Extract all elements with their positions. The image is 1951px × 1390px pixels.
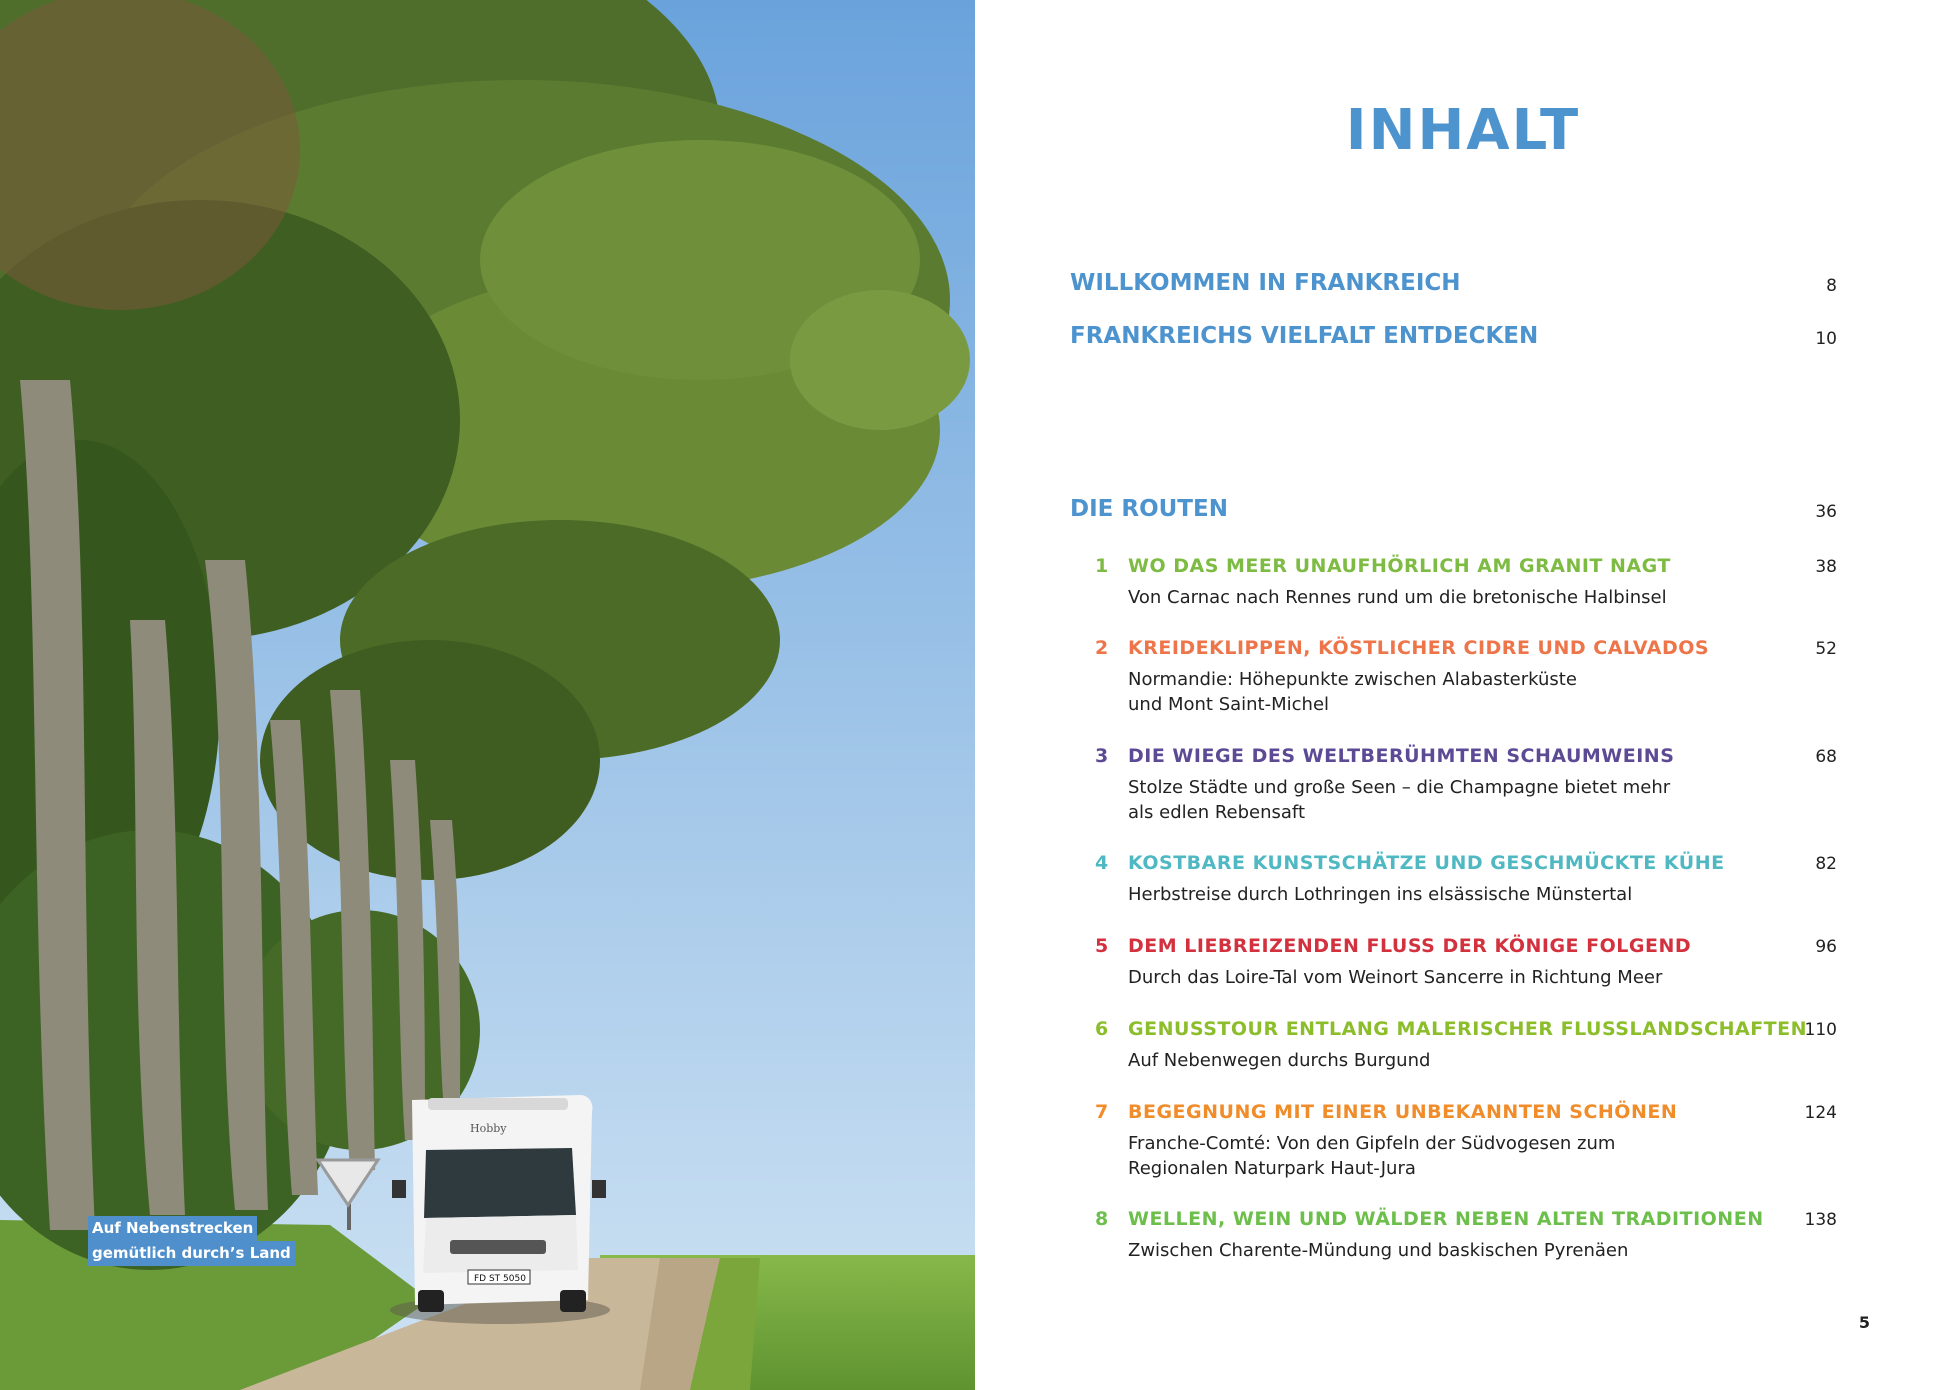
toc-entry-page: 10 [1815, 329, 1837, 349]
route-number: 5 [1095, 935, 1109, 957]
route-page: 38 [1815, 557, 1837, 577]
route-description: Normandie: Höhepunkte zwischen Alabasterküste und Mont Saint-Michel [1128, 669, 1577, 715]
toc-entry-willkommen[interactable] [1070, 270, 1837, 306]
toc-entry-vielfalt[interactable] [1070, 323, 1837, 359]
route-description: Herbstreise durch Lothringen ins elsässische Münstertal [1128, 884, 1633, 905]
route-description: Von Carnac nach Rennes rund um die bretonische Halbinsel [1128, 587, 1667, 608]
route-title: KREIDEKLIPPEN, KÖSTLICHER CIDRE UND CALVADOS [1128, 637, 1710, 659]
route-page: 124 [1804, 1103, 1837, 1123]
route-description: Zwischen Charente-Mündung und baskischen Pyrenäen [1128, 1240, 1629, 1261]
route-description: Durch das Loire-Tal vom Weinort Sancerre in Richtung Meer [1128, 967, 1663, 988]
toc-entry-label: DIE ROUTEN [1070, 496, 1228, 522]
route-title: WELLEN, WEIN UND WÄLDER NEBEN ALTEN TRADITIONEN [1128, 1208, 1764, 1230]
toc-entry-page: 8 [1826, 276, 1837, 296]
route-title: DIE WIEGE DES WELTBERÜHMTEN SCHAUMWEINS [1128, 745, 1675, 767]
route-title: BEGEGNUNG MIT EINER UNBEKANNTEN SCHÖNEN [1128, 1101, 1678, 1123]
cover-photo [0, 0, 975, 1390]
route-number: 6 [1095, 1018, 1109, 1040]
route-description: Franche-Comté: Von den Gipfeln der Südvogesen zum Regionalen Naturpark Haut-Jura [1128, 1133, 1616, 1179]
camper-road-illustration [0, 0, 975, 1390]
caption-line-2: gemütlich durch’s Land [88, 1241, 295, 1266]
route-page: 52 [1815, 639, 1837, 659]
route-title: GENUSSTOUR ENTLANG MALERISCHER FLUSSLANDSCHAFTEN [1128, 1018, 1808, 1040]
route-page: 138 [1804, 1210, 1837, 1230]
vehicle-brand: Hobby [470, 1122, 507, 1135]
toc-entry-label: FRANKREICHS VIELFALT ENTDECKEN [1070, 323, 1539, 349]
toc-entry-routen[interactable] [1070, 496, 1837, 532]
toc-entry-page: 36 [1815, 502, 1837, 522]
route-page: 96 [1815, 937, 1837, 957]
photo-caption [88, 1216, 295, 1266]
license-plate: FD ST 5050 [474, 1274, 526, 1284]
camper-van [390, 1095, 610, 1324]
route-title: WO DAS MEER UNAUFHÖRLICH AM GRANIT NAGT [1128, 555, 1671, 577]
route-number: 3 [1095, 745, 1109, 767]
page-number: 5 [1858, 1313, 1870, 1332]
route-page: 68 [1815, 747, 1837, 767]
table-of-contents [975, 0, 1951, 1390]
route-title: DEM LIEBREIZENDEN FLUSS DER KÖNIGE FOLGEND [1128, 935, 1692, 957]
page-title: INHALT [1345, 98, 1581, 163]
route-page: 110 [1804, 1020, 1837, 1040]
route-number: 4 [1095, 852, 1109, 874]
caption-line-1: Auf Nebenstrecken [88, 1216, 257, 1241]
route-number: 7 [1095, 1101, 1109, 1123]
route-description: Stolze Städte und große Seen – die Champagne bietet mehr als edlen Rebensaft [1128, 777, 1671, 823]
route-number: 1 [1095, 555, 1109, 577]
route-description: Auf Nebenwegen durchs Burgund [1128, 1050, 1431, 1071]
route-number: 2 [1095, 637, 1109, 659]
route-title: KOSTBARE KUNSTSCHÄTZE UND GESCHMÜCKTE KÜHE [1128, 852, 1725, 874]
route-number: 8 [1095, 1208, 1109, 1230]
route-page: 82 [1815, 854, 1837, 874]
toc-entry-label: WILLKOMMEN IN FRANKREICH [1070, 270, 1461, 296]
